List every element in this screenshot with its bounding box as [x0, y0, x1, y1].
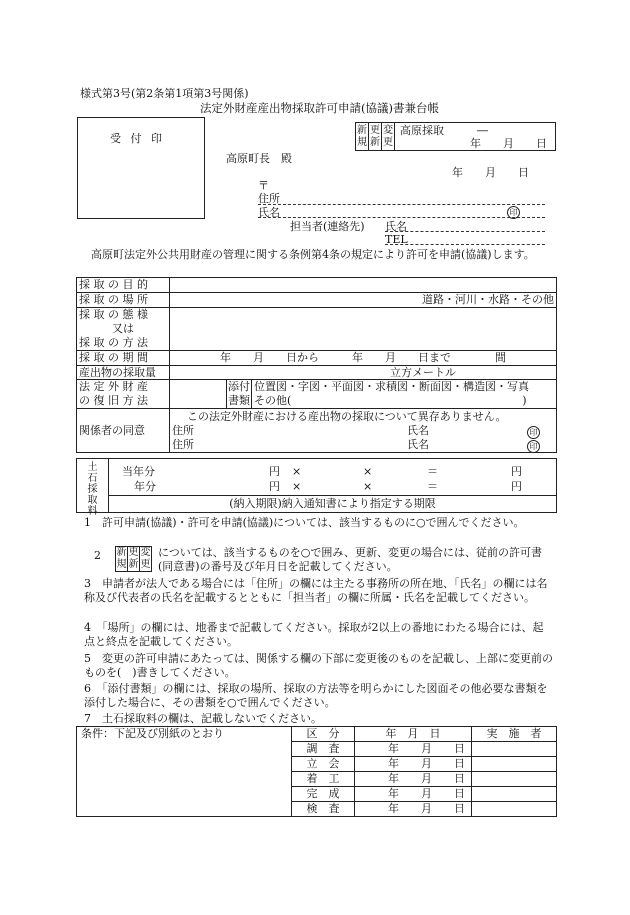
fee-row2-equals: ＝ [427, 480, 438, 493]
note-7: 7 土石採取料の欄は、記載しないでください。 [84, 712, 322, 725]
fee-row2-total-yen: 円 [511, 480, 522, 493]
note-3: 3 申請者が法人である場合には「住所」の欄には主たる事務所の所在地、「氏名」の欄には名称及び代表者の氏名を記載するとともに「担当者」の欄に所属・氏名を記載してください。 [84, 577, 548, 604]
progress-table [76, 726, 557, 817]
note-2-number: 2 [94, 549, 101, 562]
consent-address-label-2: 住所 [172, 437, 194, 451]
fee-row2-times: × [292, 480, 302, 493]
reception-stamp-box [77, 117, 205, 219]
note-4: 4 「場所」の欄には、地番まで記載してください。採取が2以上の番地にわたる場合には、起点と終点を記載してください。 [84, 621, 544, 648]
row-person[interactable] [472, 756, 557, 771]
fee-deadline: (納入期限)納入通知書により指定する期限 [109, 495, 556, 511]
kind-new[interactable]: 新規 [356, 123, 369, 151]
attachment-list[interactable]: 位置図・字図・平面図・求積図・断面図・構造図・写真 その他( ) [252, 380, 557, 409]
application-date: 年 月 日 [452, 166, 529, 179]
fee-row2-label: 年分 [134, 480, 156, 493]
fee-row1-equals: ＝ [427, 465, 438, 478]
contact-label: 担当者(連絡先) [290, 220, 365, 233]
contact-name-label: 氏名 [385, 220, 407, 233]
row-person[interactable] [472, 786, 557, 801]
contact-tel-label: TEL [385, 233, 408, 246]
restore-label: 法 定 外 財 産 の 復 旧 方 法 [77, 380, 170, 409]
row-person[interactable] [472, 741, 557, 756]
applicant-address-line[interactable] [258, 204, 545, 205]
note-1: 1 許可申請(協議)・許可を申請(協議)については、該当するものに○で囲んでください。 [84, 516, 525, 529]
consent-text: この法定外財産における産出物の採取について異存ありません。 [187, 409, 507, 423]
applicant-name-label: 氏名 [258, 206, 280, 219]
row-date[interactable]: 年 月 日 [355, 756, 472, 771]
kind-renew[interactable]: 更新 [369, 123, 382, 151]
consent-name-label-1: 氏名 [407, 423, 429, 437]
form-title: 法定外財産産出物採取許可申請(協議)書兼台帳 [200, 101, 439, 115]
place-type-options: 道路・河川・水路・その他 [422, 292, 554, 306]
kind-change[interactable]: 変更 [382, 123, 395, 151]
row-kubun: 検 査 [292, 801, 355, 816]
conditions-cell[interactable] [77, 727, 292, 817]
note-5: 5 変更の許可申請にあたっては、関係する欄の下部に変更後のものを記載し、上部に変更前のものを( )書きしてください。 [84, 652, 553, 679]
permit-kind-box [355, 122, 556, 151]
amount-field[interactable]: 立方メートル [170, 365, 557, 380]
fee-row1-label: 当年分 [122, 465, 155, 478]
form-number: 様式第3号(第2条第1項第3号関係) [80, 87, 249, 100]
row-kubun: 着 工 [292, 771, 355, 786]
consent-address-label-1: 住所 [172, 423, 194, 437]
note-2: 2 新規 更新 変更 については、該当するものを○で囲み、更新、変更の場合には、従前の許可書(同意書)の番号及び年月日を記載してください。 [94, 546, 543, 573]
period-label: 採 取 の 期 間 [77, 350, 170, 365]
method-label: 採 取 の 態 様 又は 採 取 の 方 法 [77, 307, 170, 350]
place-label: 採 取 の 場 所 [77, 292, 170, 307]
applicant-seal [507, 205, 520, 219]
row-kubun: 調 査 [292, 741, 355, 756]
date-header: 年 月 日 [355, 727, 472, 742]
consent-name-label-2: 氏名 [407, 437, 429, 451]
row-date[interactable]: 年 月 日 [355, 786, 472, 801]
fee-row1-yen: 円 [269, 465, 280, 478]
row-date[interactable]: 年 月 日 [355, 741, 472, 756]
consent-label: 関係者の同意 [77, 409, 170, 453]
contact-tel-line[interactable] [385, 244, 545, 245]
note-2-kind-boxes: 新規 更新 変更 [116, 547, 151, 570]
kubun-header: 区 分 [292, 727, 355, 742]
row-person[interactable] [472, 771, 557, 786]
seal-icon: 印 [507, 206, 520, 219]
postal-mark: 〒 [258, 179, 269, 192]
fee-row1-times: × [292, 465, 302, 478]
permit-date-line: 年 月 日 [470, 136, 547, 150]
fee-row2-yen: 円 [269, 480, 280, 493]
permit-number-line: 高原採取 ― [400, 123, 488, 137]
applicant-address-label: 住所 [258, 192, 280, 205]
consent-field[interactable] [170, 409, 557, 453]
restore-field[interactable] [170, 380, 227, 409]
amount-label: 産出物の採取量 [77, 365, 170, 380]
row-date[interactable]: 年 月 日 [355, 771, 472, 786]
person-header: 実 施 者 [472, 727, 557, 742]
fee-row1-times2: × [363, 465, 373, 478]
place-field[interactable] [170, 292, 557, 307]
application-table [76, 277, 557, 453]
fee-label: 土石採取料 [77, 459, 109, 512]
conditions-label: 条件：下記及び別紙のとおり [81, 727, 224, 740]
row-person[interactable] [472, 801, 557, 816]
fee-row2-times2: × [363, 480, 373, 493]
application-statement: 高原町法定外公共用財産の管理に関する条例第4条の規定により許可を申請(協議)します。 [80, 248, 535, 261]
row-date[interactable]: 年 月 日 [355, 801, 472, 816]
note-6: 6 「添付書類」の欄には、採取の場所、採取の方法等を明らかにした図面その他必要な書類を添付した場合に、その書類を○で囲んでください。 [84, 682, 548, 709]
row-kubun: 完 成 [292, 786, 355, 801]
addressee: 高原町長 殿 [226, 152, 292, 165]
contact-name-line[interactable] [385, 231, 545, 232]
consent-seal-2: 印 [527, 439, 540, 453]
fee-table [76, 458, 557, 517]
purpose-field[interactable] [170, 278, 557, 293]
period-field[interactable]: 年 月 日から 年 月 日まで 間 [170, 350, 557, 365]
consent-seal-1: 印 [527, 425, 540, 439]
row-kubun: 立 会 [292, 756, 355, 771]
fee-row1-total-yen: 円 [511, 465, 522, 478]
method-field[interactable] [170, 307, 557, 350]
reception-stamp-label: 受 付 印 [110, 132, 165, 145]
purpose-label: 採 取 の 目 的 [77, 278, 170, 293]
applicant-name-line[interactable] [258, 217, 545, 218]
attachment-label: 添付 書類 [228, 380, 250, 408]
